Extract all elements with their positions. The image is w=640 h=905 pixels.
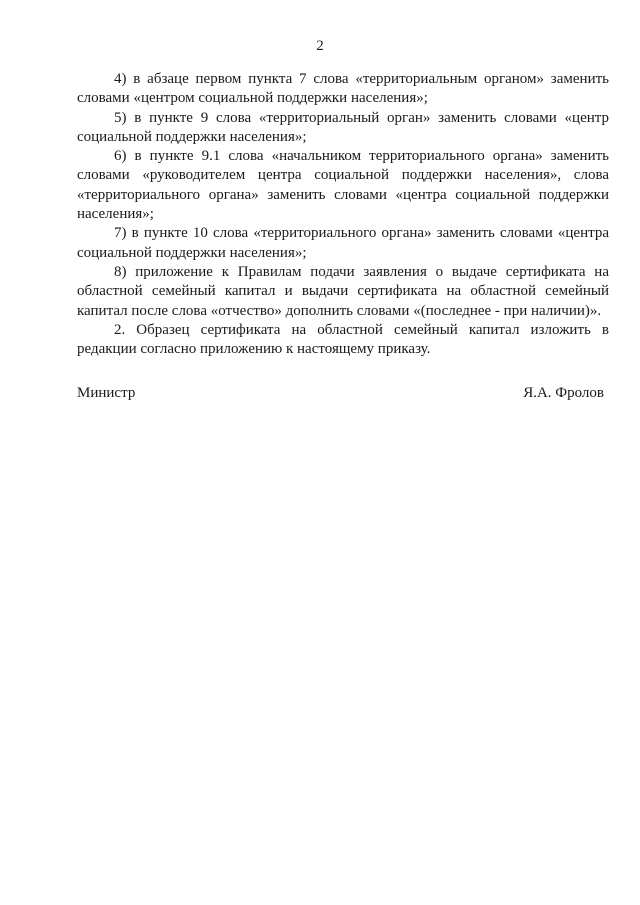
paragraph-item-5: 5) в пункте 9 слова «территориальный орган» заменить словами «центр социальной поддержки населения»; [77,109,609,145]
document-body [77,70,609,359]
signatory-name: Я.А. Фролов [523,385,604,401]
signature-block [77,385,604,402]
paragraph-item-8: 8) приложение к Правилам подачи заявления о выдаче сертификата на областной семейный капитал и выдачи сертификата на областной семейный капитал после слова «отчество» дополнить словами «(последнее - при наличии)». [77,263,609,319]
signatory-position: Министр [77,385,136,401]
paragraph-item-7: 7) в пункте 10 слова «территориального органа» заменить словами «центра социальной поддержки населения»; [77,225,609,261]
paragraph-item-6: 6) в пункте 9.1 слова «начальником территориального органа» заменить словами «руководителем центра социальной поддержки населения», слова «территориального органа» заменить словами «центра социальной поддержки населения»; [77,148,609,223]
paragraph-item-4: 4) в абзаце первом пункта 7 слова «территориальным органом» заменить словами «центром социальной поддержки населения»; [77,71,609,107]
page-number: 2 [316,38,324,54]
paragraph-section-2: 2. Образец сертификата на областной семейный капитал изложить в редакции согласно приложению к настоящему приказу. [77,321,609,358]
